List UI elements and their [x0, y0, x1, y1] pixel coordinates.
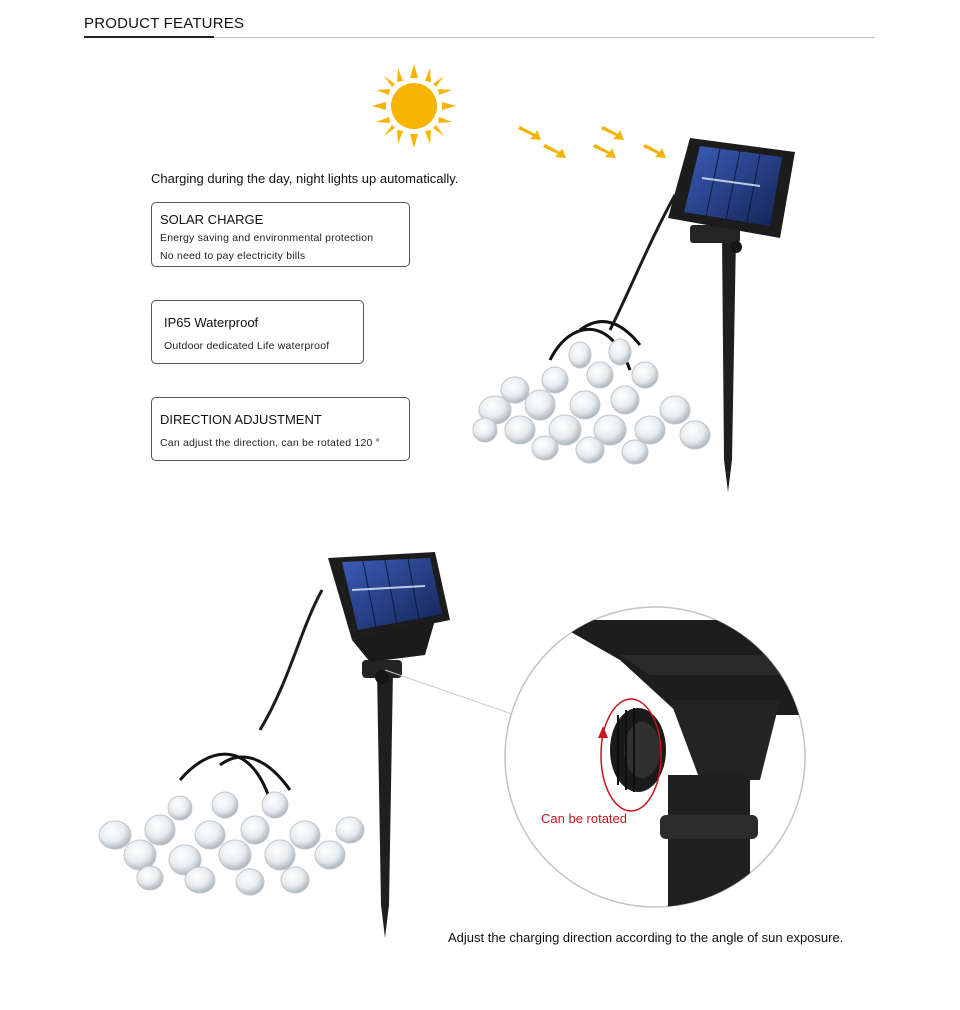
feature-card-direction	[151, 397, 410, 461]
feature-title: DIRECTION ADJUSTMENT	[160, 412, 322, 427]
caption: Adjust the charging direction according to the angle of sun exposure.	[448, 930, 844, 945]
header-accent-bar	[84, 36, 214, 38]
joint-detail-zoom	[500, 600, 820, 920]
section-title: PRODUCT FEATURES	[84, 15, 245, 32]
rotation-label: Can be rotated	[541, 811, 628, 826]
feature-title: IP65 Waterproof	[164, 315, 259, 330]
feature-line: Energy saving and environmental protection	[160, 232, 374, 244]
feature-card-waterproof	[151, 300, 364, 364]
feature-card-solar-charge	[151, 202, 410, 267]
feature-line: Can adjust the direction, can be rotated 120 °	[160, 437, 381, 449]
sun-icon	[370, 62, 458, 150]
feature-line: No need to pay electricity bills	[160, 250, 306, 262]
feature-line: Outdoor dedicated Life waterproof	[164, 340, 330, 352]
product-image-top	[460, 130, 810, 500]
product-image-bottom	[90, 550, 460, 945]
feature-title: SOLAR CHARGE	[160, 212, 264, 227]
tagline: Charging during the day, night lights up automatically.	[151, 171, 459, 186]
